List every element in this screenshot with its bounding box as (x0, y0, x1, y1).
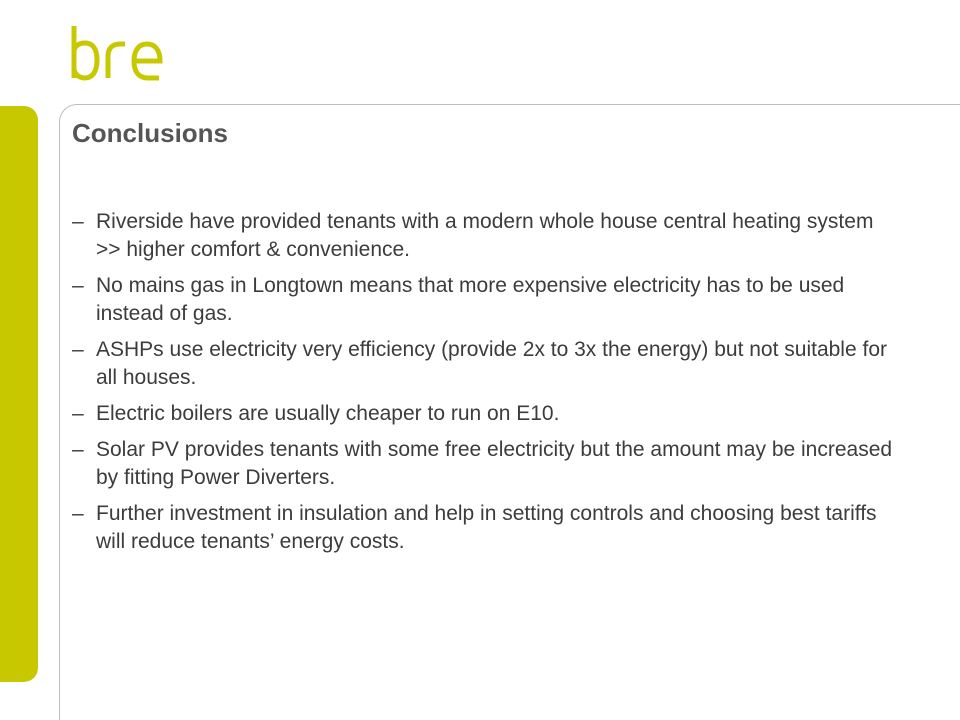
bullet-item (72, 208, 902, 264)
bullet-item (72, 500, 902, 556)
bullet-item (72, 336, 902, 392)
slide-title: Conclusions (72, 118, 229, 148)
bullet-dash: – (72, 274, 84, 297)
accent-bar (0, 106, 38, 682)
bullet-item (72, 272, 902, 328)
bullet-text: Riverside have provided tenants with a modern whole house central heating system >> higher comfort & convenience. (96, 210, 874, 261)
bre-logo (70, 22, 170, 84)
bullet-list (72, 208, 902, 564)
bullet-text: Further investment in insulation and help in setting controls and choosing best tariffs will reduce tenants’ energy costs. (96, 502, 877, 553)
bullet-item (72, 436, 902, 492)
bullet-text: No mains gas in Longtown means that more expensive electricity has to be used instead of gas. (96, 274, 845, 325)
bullet-dash: – (72, 338, 84, 361)
bullet-dash: – (72, 502, 84, 525)
bullet-item (72, 400, 902, 428)
bullet-text: Solar PV provides tenants with some free electricity but the amount may be increased by fitting Power Diverters. (96, 438, 893, 489)
bullet-dash: – (72, 402, 84, 425)
bullet-text: Electric boilers are usually cheaper to run on E10. (96, 402, 560, 425)
bullet-dash: – (72, 210, 84, 233)
bullet-dash: – (72, 438, 84, 461)
bullet-text: ASHPs use electricity very efficiency (provide 2x to 3x the energy) but not suitable for all houses. (96, 338, 887, 389)
